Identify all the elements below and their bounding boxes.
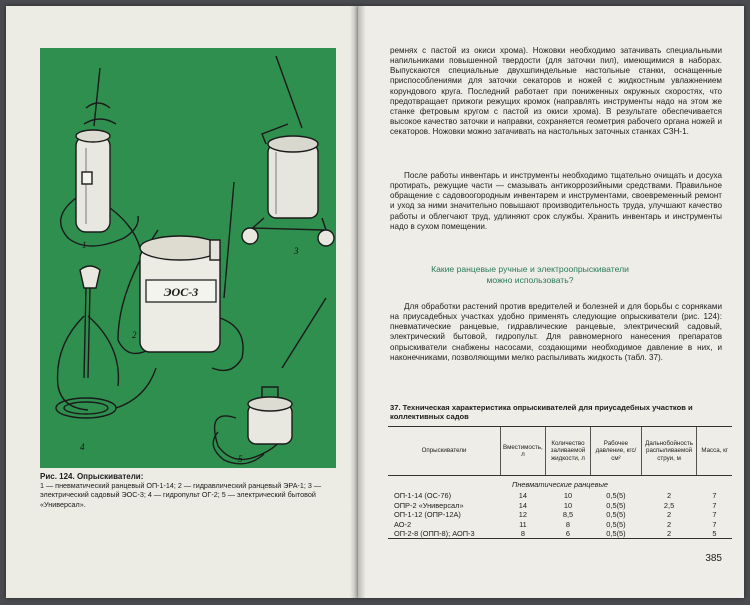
table-group-row bbox=[388, 476, 732, 492]
cell-range: 2 bbox=[667, 491, 672, 501]
cell-mass: 5 bbox=[697, 529, 732, 539]
paragraph-3: Для обработки растений против вредителей и болезней и для борьбы с сорняками на приусадебных участках удобно применять следующие опрыскиватели (рис. 124): пневматические ранцевые, гидравлические ранцевые, электрический садовый, электрический бытовой, гидропульт. Для равномерного нанесения препаратов опрыскиватели снабжены насосами, создающими необходимое давление в них, и наконечниками, позволяющими мелко распыливать жидкость (табл. 37). bbox=[390, 302, 722, 362]
cell-name: ОПР-2 «Универсал» bbox=[394, 500, 464, 510]
table-row bbox=[388, 510, 732, 519]
cell-pressure: 0,5(5) bbox=[606, 519, 626, 529]
figure-caption bbox=[40, 472, 340, 509]
cell-liquid: 10 bbox=[563, 491, 573, 501]
cell-range: 2 bbox=[641, 529, 697, 539]
table-title: 37. Техническая характеристика опрыскивателей для приусадебных участков и коллективных садов bbox=[390, 403, 693, 422]
page-number: 385 bbox=[705, 553, 722, 564]
cell-capacity: 14 bbox=[518, 491, 528, 501]
header-pressure: Рабочее давление, кгс/см² bbox=[591, 427, 642, 476]
cell-pressure: 0,5(5) bbox=[606, 500, 626, 510]
cell-range: 2,5 bbox=[663, 500, 675, 510]
header-sprayers: Опрыскиватели bbox=[388, 427, 501, 476]
cell-name: ОП-2-8 (ОПП-8); АОП-3 bbox=[388, 529, 501, 539]
cell-pressure: 0,5(5) bbox=[606, 491, 626, 501]
header-capacity: Вместимость, л bbox=[501, 427, 546, 476]
cell-mass: 7 bbox=[712, 510, 717, 520]
cell-capacity: 12 bbox=[518, 510, 528, 520]
cell-name: ОП-1-14 (ОС-76) bbox=[394, 491, 452, 501]
paragraph-2: После работы инвентарь и инструменты необходимо тщательно очищать и досуха протирать, режущие части — смазывать антикоррозийными средствами. Правильное обращение с садовоогородным инвентарем и инструментами, своевременный ремонт и уход за ними значительно повышают производительность труда, улучшают качество работы и облегчают труд, удлиняют срок службы. Хранить инвентарь и инструменты надо в сухом помещении. bbox=[390, 171, 722, 231]
cell-capacity: 8 bbox=[501, 529, 546, 539]
left-page bbox=[6, 6, 358, 598]
sprayer-2-drawing bbox=[118, 182, 243, 370]
cell-pressure: 0,5(5) bbox=[591, 529, 642, 539]
table-row bbox=[388, 529, 732, 539]
header-range: Дальнобойность распыливаемой струи, м bbox=[641, 427, 697, 476]
cell-capacity: 11 bbox=[519, 519, 527, 529]
section-heading: Какие ранцевые ручные и электроопрыскиватели можно использовать? bbox=[431, 264, 629, 285]
sprayer-3-drawing bbox=[242, 56, 334, 246]
table-row bbox=[388, 520, 732, 529]
cell-name: ОП-1-12 (ОПР-12А) bbox=[394, 510, 461, 520]
caption-title: Рис. 124. Опрыскиватели: bbox=[40, 472, 144, 481]
figure-label-4: 4 bbox=[80, 442, 85, 452]
figure-label-5: 5 bbox=[238, 454, 243, 464]
group-label: Пневматические ранцевые bbox=[511, 480, 608, 489]
drum-label: ЭОС-3 bbox=[163, 285, 199, 299]
table-header-row bbox=[388, 427, 732, 476]
cell-liquid: 8,5 bbox=[562, 510, 574, 520]
header-liquid-amount: Количество заливаемой жидкости, л bbox=[545, 427, 590, 476]
cell-range: 2 bbox=[667, 510, 672, 520]
header-mass: Масса, кг bbox=[697, 427, 732, 476]
cell-capacity: 14 bbox=[518, 500, 528, 510]
paragraph-1: ремнях с пастой из окиси хрома). Ножовки необходимо затачивать специальными напильниками повышенной твердости (для заточки пил), имеющимися в наборах. Выпускаются специальные двухшпиндельные настольные станки, оснащенные приспособлениями для заточки секаторов и ножей с жидкостным увлажнением корундового круга. Последний работает при пониженных окружных скоростях, что предотвращает прижоги режущих кромок (направлять инструменты надо на этом же станке фетровым кругом с пастой из окиси хрома). В результате обеспечивается высокое качество заточки и направки, сохраняется геометрия рабочего органа ножей и секаторов. Ножовки можно затачивать на настольных заточных станках СЗН-1. bbox=[390, 46, 722, 137]
table-row bbox=[388, 491, 732, 500]
cell-mass: 7 bbox=[712, 519, 717, 529]
cell-range: 2 bbox=[667, 519, 672, 529]
sprayer-1-drawing bbox=[61, 68, 140, 248]
sprayers-illustration bbox=[40, 48, 336, 468]
cell-name: АО-2 bbox=[394, 519, 412, 529]
cell-liquid: 8 bbox=[565, 519, 571, 529]
cell-liquid: 6 bbox=[545, 529, 590, 539]
figure-label-1: 1 bbox=[82, 240, 87, 250]
cell-liquid: 10 bbox=[563, 500, 573, 510]
cell-mass: 7 bbox=[712, 500, 717, 510]
figure-label-3: 3 bbox=[294, 246, 299, 256]
right-page bbox=[358, 6, 744, 598]
cell-mass: 7 bbox=[712, 491, 717, 501]
sprayers-table bbox=[388, 426, 732, 539]
figure-label-2: 2 bbox=[132, 330, 137, 340]
cell-pressure: 0,5(5) bbox=[606, 510, 626, 520]
caption-body: 1 — пневматический ранцевый ОП-1-14; 2 — гидравлический ранцевый ЭРА-1; 3 — электрический садовый ЭОС-3; 4 — гидропульт ОГ-2; 5 — электрический бытовой «Универсал». bbox=[40, 481, 322, 509]
table-row bbox=[388, 501, 732, 510]
